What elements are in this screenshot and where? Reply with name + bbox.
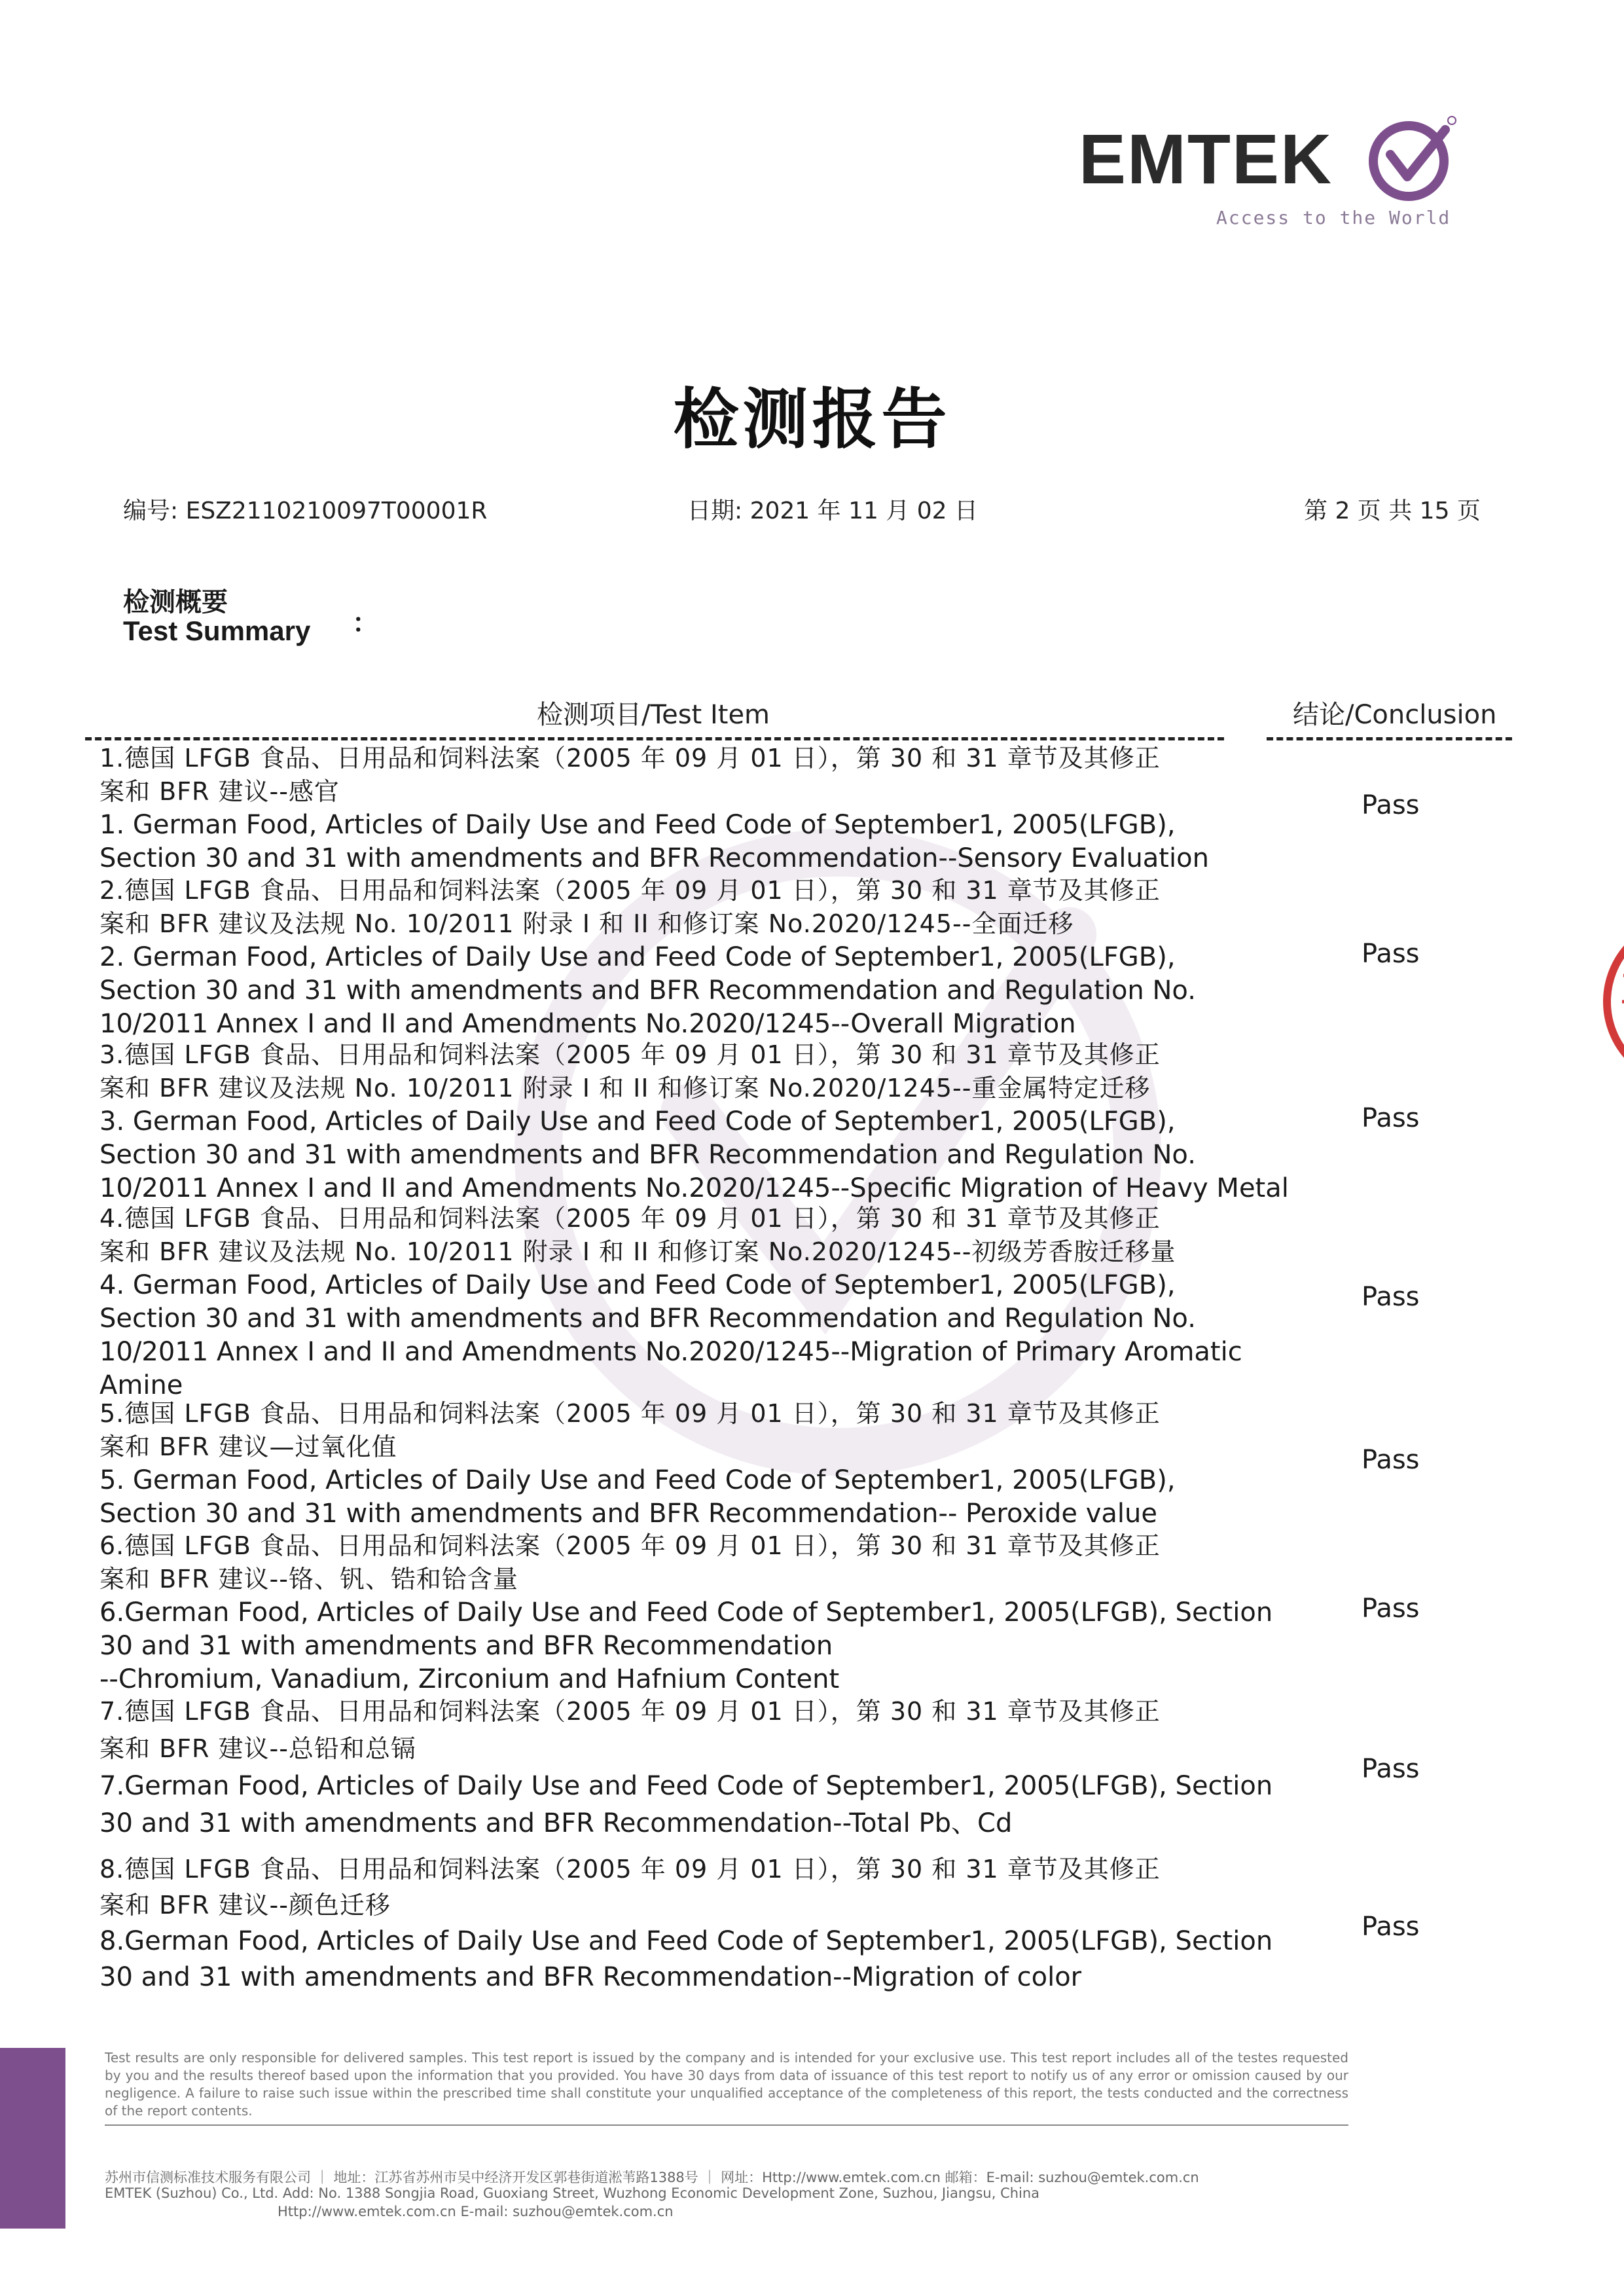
test-item-text-line: 3. German Food, Articles of Daily Use and Feed Code of September1, 2005(LFGB), — [99, 1106, 1176, 1137]
test-item-text-line: 10/2011 Annex I and II and Amendments No.2020/1245--Specific Migration of Heavy Metal — [99, 1173, 1289, 1203]
table-row — [99, 874, 1212, 1041]
footer-accent-bar — [0, 2048, 65, 2229]
test-item-text-line: 30 and 31 with amendments and BFR Recommendation--Migration of color — [99, 1962, 1082, 1992]
test-item-text-line: 6.German Food, Articles of Daily Use and Feed Code of September1, 2005(LFGB), Section — [99, 1597, 1273, 1628]
conclusion-result: Pass — [1362, 1102, 1420, 1133]
test-item-text-line: 3.德国 LFGB 食品、日用品和饲料法案（2005 年 09 月 01 日），第 30 和 31 章节及其修正 — [99, 1040, 1161, 1069]
conclusion-result: Pass — [1362, 1282, 1420, 1312]
test-item-text-line: 案和 BFR 建议--颜色迁移 — [99, 1891, 391, 1920]
footer-divider — [105, 2124, 1348, 2126]
conclusion-result: Pass — [1362, 1594, 1420, 1624]
test-item-text-line: --Chromium, Vanadium, Zirconium and Hafnium Content — [99, 1664, 840, 1694]
header-divider-left — [85, 737, 1224, 740]
table-row — [99, 1038, 1289, 1205]
test-item-text-line: 案和 BFR 建议及法规 No. 10/2011 附录 I 和 II 和修订案 No.2020/1245--重金属特定迁移 — [99, 1074, 1151, 1102]
header-divider-right — [1267, 737, 1512, 740]
test-item-text-line: Section 30 and 31 with amendments and BFR Recommendation and Regulation No. — [99, 975, 1196, 1006]
test-item-text-line: 10/2011 Annex I and II and Amendments No.2020/1245--Migration of Primary Aromatic — [99, 1337, 1242, 1367]
test-item-text-line: Section 30 and 31 with amendments and BFR Recommendation-- Peroxide value — [99, 1499, 1157, 1529]
address-cn: 苏州市信测标准技术服务有限公司 ｜ 地址：江苏省苏州市吴中经济开发区郭巷街道淞苇路1388号 ｜ 网址：Http://www.emtek.com.cn 邮箱：E-mail: suzhou@emtek.com.cn — [105, 2170, 1199, 2185]
test-item-text-line: 7.德国 LFGB 食品、日用品和饲料法案（2005 年 09 月 01 日），第 30 和 31 章节及其修正 — [99, 1697, 1161, 1726]
test-item-text-line: Section 30 and 31 with amendments and BFR Recommendation and Regulation No. — [99, 1303, 1196, 1334]
test-item-text-line: 30 and 31 with amendments and BFR Recommendation — [99, 1631, 833, 1661]
summary-heading-en: Test Summary — [123, 615, 311, 646]
table-row — [99, 1529, 1273, 1696]
test-item-text-line: 案和 BFR 建议及法规 No. 10/2011 附录 I 和 II 和修订案 No.2020/1245--初级芳香胺迁移量 — [99, 1237, 1176, 1266]
test-item-text-line: 7.German Food, Articles of Daily Use and Feed Code of September1, 2005(LFGB), Section — [99, 1771, 1273, 1801]
address-en: EMTEK (Suzhou) Co., Ltd. Add: No. 1388 Songjia Road, Guoxiang Street, Wuzhong Economic Development Zone, Suzhou, Jiangsu, China — [105, 2185, 1040, 2201]
conclusion-result: Pass — [1362, 1912, 1420, 1942]
test-item-text-line: 8.德国 LFGB 食品、日用品和饲料法案（2005 年 09 月 01 日），第 30 和 31 章节及其修正 — [99, 1855, 1161, 1884]
test-item-text-line: 1.德国 LFGB 食品、日用品和饲料法案（2005 年 09 月 01 日），第 30 和 31 章节及其修正 — [99, 744, 1161, 773]
test-item-text-line: 案和 BFR 建议—过氧化值 — [99, 1432, 397, 1461]
test-item-text-line: 4. German Food, Articles of Daily Use and Feed Code of September1, 2005(LFGB), — [99, 1270, 1176, 1300]
conclusion-result: Pass — [1362, 790, 1420, 820]
test-item-text-line: 1. German Food, Articles of Daily Use and Feed Code of September1, 2005(LFGB), — [99, 810, 1176, 840]
test-item-text-line: Section 30 and 31 with amendments and BFR Recommendation and Regulation No. — [99, 1140, 1196, 1170]
test-item-text-line: 4.德国 LFGB 食品、日用品和饲料法案（2005 年 09 月 01 日），第 30 和 31 章节及其修正 — [99, 1204, 1161, 1233]
conclusion-result: Pass — [1362, 1445, 1420, 1475]
test-item-text-line: 案和 BFR 建议--总铅和总镉 — [99, 1734, 416, 1763]
footer-web-email: Http://www.emtek.com.cn E-mail: suzhou@emtek.com.cn — [278, 2204, 674, 2219]
column-header-test-item: 检测项目/Test Item — [537, 700, 770, 730]
table-row — [99, 1693, 1273, 1842]
logo-wordmark: EMTEK — [1079, 119, 1333, 198]
table-row — [99, 1397, 1212, 1531]
report-title: 检测报告 — [673, 380, 951, 458]
test-item-text-line: 2.德国 LFGB 食品、日用品和饲料法案（2005 年 09 月 01 日），第 30 和 31 章节及其修正 — [99, 876, 1161, 905]
test-item-text-line: Amine — [99, 1370, 183, 1400]
conclusion-result: Pass — [1362, 1754, 1420, 1784]
page-indicator: 第 2 页 共 15 页 — [1304, 498, 1481, 524]
test-item-text-line: 5. German Food, Articles of Daily Use and Feed Code of September1, 2005(LFGB), — [99, 1465, 1176, 1495]
test-item-text-line: 案和 BFR 建议--铬、钒、锆和铪含量 — [99, 1565, 518, 1594]
test-item-text-line: 5.德国 LFGB 食品、日用品和饲料法案（2005 年 09 月 01 日），第 30 和 31 章节及其修正 — [99, 1399, 1161, 1428]
summary-colon: ： — [352, 608, 378, 638]
logo-tagline: Access to the World — [1216, 207, 1451, 228]
disclaimer-text: Test results are only responsible for delivered samples. This test report is issued by the company and is intended for your exclusive use. This test report includes all of the testes requested by you and the results thereof based upon the information that you provided. You have 30 days from data of issuance of this test report to notify us of any error or omission caused by our negligence. A failure to raise such issue within the prescribed time shall constitute your unqualified acceptance of the completeness of this report, the tests conducted and the correctness of the report contents. — [105, 2050, 1348, 2119]
report-date: 日期: 2021 年 11 月 02 日 — [687, 498, 979, 524]
conclusion-result: Pass — [1362, 938, 1420, 969]
report-number: 编号: ESZ2110210097T00001R — [123, 498, 488, 524]
stamp-seal-icon — [1597, 903, 1624, 1100]
check-circle-logo-icon — [1365, 114, 1457, 206]
table-row — [99, 1851, 1273, 1995]
test-item-text-line: Section 30 and 31 with amendments and BFR Recommendation--Sensory Evaluation — [99, 843, 1209, 873]
test-item-text-line: 6.德国 LFGB 食品、日用品和饲料法案（2005 年 09 月 01 日），第 30 和 31 章节及其修正 — [99, 1531, 1161, 1560]
table-row — [99, 1202, 1242, 1402]
test-item-text-line: 10/2011 Annex I and II and Amendments No.2020/1245--Overall Migration — [99, 1009, 1076, 1039]
test-item-text-line: 2. German Food, Articles of Daily Use and Feed Code of September1, 2005(LFGB), — [99, 942, 1176, 972]
summary-heading-cn: 检测概要 — [123, 587, 228, 617]
test-item-text-line: 8.German Food, Articles of Daily Use and Feed Code of September1, 2005(LFGB), Section — [99, 1926, 1273, 1956]
test-item-text-line: 30 and 31 with amendments and BFR Recommendation--Total Pb、Cd — [99, 1808, 1013, 1838]
test-item-text-line: 案和 BFR 建议及法规 No. 10/2011 附录 I 和 II 和修订案 No.2020/1245--全面迁移 — [99, 909, 1074, 938]
company-logo — [1079, 110, 1465, 241]
table-row — [99, 742, 1212, 875]
column-header-conclusion: 结论/Conclusion — [1293, 700, 1497, 730]
test-item-text-line: 案和 BFR 建议--感官 — [99, 777, 340, 806]
